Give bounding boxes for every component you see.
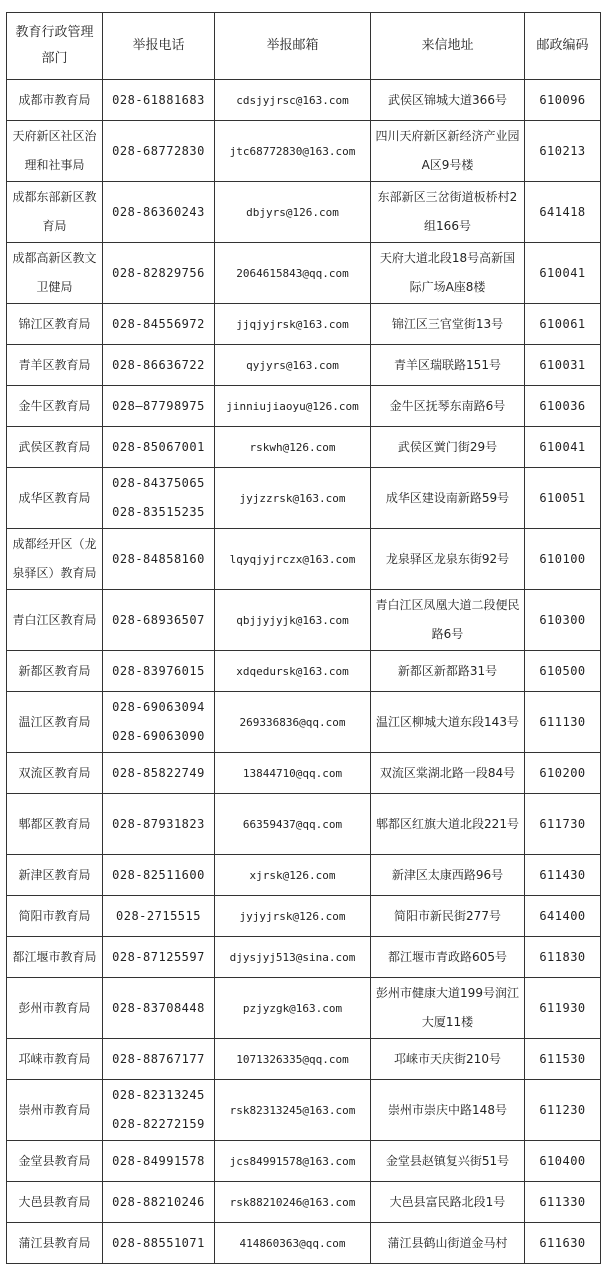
postcode-cell: 610213 <box>525 121 601 182</box>
header-address: 来信地址 <box>371 13 525 80</box>
email-cell: lqyqjyjrczx@163.com <box>215 529 371 590</box>
phone-cell: 028-85067001 <box>103 427 215 468</box>
dept-cell: 温江区教育局 <box>7 692 103 753</box>
table-row <box>7 243 601 304</box>
phone-cell: 028-83708448 <box>103 978 215 1039</box>
email-cell: jcs84991578@163.com <box>215 1141 371 1182</box>
table-row <box>7 121 601 182</box>
phone-cell: 028-84858160 <box>103 529 215 590</box>
postcode-cell: 610036 <box>525 386 601 427</box>
dept-cell: 金堂县教育局 <box>7 1141 103 1182</box>
phone-cell: 028-86360243 <box>103 182 215 243</box>
address-cell: 武侯区锦城大道366号 <box>371 80 525 121</box>
address-cell: 龙泉驿区龙泉东街92号 <box>371 529 525 590</box>
postcode-cell: 611730 <box>525 794 601 855</box>
phone-cell: 028-86636722 <box>103 345 215 386</box>
phone-cell: 028-82313245 028-82272159 <box>103 1080 215 1141</box>
table-row <box>7 1039 601 1080</box>
postcode-cell: 610041 <box>525 243 601 304</box>
dept-cell: 成都东部新区教育局 <box>7 182 103 243</box>
dept-cell: 蒲江县教育局 <box>7 1223 103 1264</box>
address-cell: 锦江区三官堂街13号 <box>371 304 525 345</box>
phone-cell: 028-82511600 <box>103 855 215 896</box>
address-cell: 都江堰市青政路605号 <box>371 937 525 978</box>
address-cell: 大邑县富民路北段1号 <box>371 1182 525 1223</box>
phone-cell: 028-2715515 <box>103 896 215 937</box>
dept-cell: 金牛区教育局 <box>7 386 103 427</box>
phone-cell: 028-88210246 <box>103 1182 215 1223</box>
email-cell: pzjyzgk@163.com <box>215 978 371 1039</box>
table-row <box>7 304 601 345</box>
phone-cell: 028-84991578 <box>103 1141 215 1182</box>
address-cell: 金牛区抚琴东南路6号 <box>371 386 525 427</box>
address-cell: 武侯区黉门街29号 <box>371 427 525 468</box>
address-cell: 温江区柳城大道东段143号 <box>371 692 525 753</box>
email-cell: jtc68772830@163.com <box>215 121 371 182</box>
address-cell: 青白江区凤凰大道二段便民路6号 <box>371 590 525 651</box>
phone-cell: 028-68936507 <box>103 590 215 651</box>
report-contacts-table <box>6 12 601 1264</box>
address-cell: 新津区太康西路96号 <box>371 855 525 896</box>
postcode-cell: 610041 <box>525 427 601 468</box>
postcode-cell: 611430 <box>525 855 601 896</box>
header-row <box>7 13 601 80</box>
table-row <box>7 753 601 794</box>
email-cell: jyjyjrsk@126.com <box>215 896 371 937</box>
address-cell: 青羊区瑞联路151号 <box>371 345 525 386</box>
dept-cell: 青羊区教育局 <box>7 345 103 386</box>
email-cell: rsk88210246@163.com <box>215 1182 371 1223</box>
dept-cell: 天府新区社区治理和社事局 <box>7 121 103 182</box>
table-row <box>7 896 601 937</box>
address-cell: 双流区棠湖北路一段84号 <box>371 753 525 794</box>
table-row <box>7 345 601 386</box>
postcode-cell: 611230 <box>525 1080 601 1141</box>
email-cell: 2064615843@qq.com <box>215 243 371 304</box>
email-cell: 1071326335@qq.com <box>215 1039 371 1080</box>
header-dept: 教育行政管理部门 <box>7 13 103 80</box>
postcode-cell: 611530 <box>525 1039 601 1080</box>
phone-cell: 028—87798975 <box>103 386 215 427</box>
phone-cell: 028-87931823 <box>103 794 215 855</box>
table-row <box>7 1141 601 1182</box>
postcode-cell: 610061 <box>525 304 601 345</box>
email-cell: qyjyrs@163.com <box>215 345 371 386</box>
postcode-cell: 610096 <box>525 80 601 121</box>
postcode-cell: 641418 <box>525 182 601 243</box>
dept-cell: 新都区教育局 <box>7 651 103 692</box>
table-row <box>7 80 601 121</box>
email-cell: 13844710@qq.com <box>215 753 371 794</box>
phone-cell: 028-68772830 <box>103 121 215 182</box>
postcode-cell: 610500 <box>525 651 601 692</box>
postcode-cell: 611830 <box>525 937 601 978</box>
phone-cell: 028-61881683 <box>103 80 215 121</box>
postcode-cell: 611130 <box>525 692 601 753</box>
address-cell: 四川天府新区新经济产业园A区9号楼 <box>371 121 525 182</box>
postcode-cell: 610400 <box>525 1141 601 1182</box>
phone-cell: 028-87125597 <box>103 937 215 978</box>
phone-cell: 028-84375065 028-83515235 <box>103 468 215 529</box>
table-row <box>7 1080 601 1141</box>
postcode-cell: 610200 <box>525 753 601 794</box>
dept-cell: 邛崃市教育局 <box>7 1039 103 1080</box>
table-row <box>7 529 601 590</box>
address-cell: 成华区建设南新路59号 <box>371 468 525 529</box>
address-cell: 崇州市崇庆中路148号 <box>371 1080 525 1141</box>
dept-cell: 彭州市教育局 <box>7 978 103 1039</box>
postcode-cell: 610300 <box>525 590 601 651</box>
address-cell: 彭州市健康大道199号润江大厦11楼 <box>371 978 525 1039</box>
dept-cell: 青白江区教育局 <box>7 590 103 651</box>
table-row <box>7 427 601 468</box>
table-row <box>7 182 601 243</box>
email-cell: djysjyj513@sina.com <box>215 937 371 978</box>
email-cell: 269336836@qq.com <box>215 692 371 753</box>
table-row <box>7 651 601 692</box>
postcode-cell: 611930 <box>525 978 601 1039</box>
dept-cell: 成都高新区教文卫健局 <box>7 243 103 304</box>
email-cell: xjrsk@126.com <box>215 855 371 896</box>
phone-cell: 028-84556972 <box>103 304 215 345</box>
dept-cell: 成都市教育局 <box>7 80 103 121</box>
table-row <box>7 1182 601 1223</box>
table-row <box>7 692 601 753</box>
email-cell: jinniujiaoyu@126.com <box>215 386 371 427</box>
address-cell: 郫都区红旗大道北段221号 <box>371 794 525 855</box>
postcode-cell: 610031 <box>525 345 601 386</box>
address-cell: 蒲江县鹤山街道金马村 <box>371 1223 525 1264</box>
table-row <box>7 590 601 651</box>
dept-cell: 新津区教育局 <box>7 855 103 896</box>
email-cell: dbjyrs@126.com <box>215 182 371 243</box>
address-cell: 新都区新都路31号 <box>371 651 525 692</box>
dept-cell: 武侯区教育局 <box>7 427 103 468</box>
dept-cell: 崇州市教育局 <box>7 1080 103 1141</box>
phone-cell: 028-82829756 <box>103 243 215 304</box>
dept-cell: 简阳市教育局 <box>7 896 103 937</box>
table-row <box>7 1223 601 1264</box>
table-row <box>7 937 601 978</box>
table-row <box>7 794 601 855</box>
address-cell: 金堂县赵镇复兴街51号 <box>371 1141 525 1182</box>
email-cell: jyjzzrsk@163.com <box>215 468 371 529</box>
email-cell: rsk82313245@163.com <box>215 1080 371 1141</box>
dept-cell: 成华区教育局 <box>7 468 103 529</box>
phone-cell: 028-88551071 <box>103 1223 215 1264</box>
email-cell: 414860363@qq.com <box>215 1223 371 1264</box>
table-row <box>7 855 601 896</box>
postcode-cell: 611630 <box>525 1223 601 1264</box>
header-phone: 举报电话 <box>103 13 215 80</box>
header-postcode: 邮政编码 <box>525 13 601 80</box>
email-cell: xdqedursk@163.com <box>215 651 371 692</box>
address-cell: 邛崃市天庆街210号 <box>371 1039 525 1080</box>
email-cell: rskwh@126.com <box>215 427 371 468</box>
email-cell: 66359437@qq.com <box>215 794 371 855</box>
email-cell: cdsjyjrsc@163.com <box>215 80 371 121</box>
phone-cell: 028-83976015 <box>103 651 215 692</box>
header-email: 举报邮箱 <box>215 13 371 80</box>
address-cell: 东部新区三岔街道板桥村2组166号 <box>371 182 525 243</box>
phone-cell: 028-85822749 <box>103 753 215 794</box>
table-row <box>7 386 601 427</box>
dept-cell: 锦江区教育局 <box>7 304 103 345</box>
address-cell: 简阳市新民街277号 <box>371 896 525 937</box>
table-row <box>7 468 601 529</box>
dept-cell: 都江堰市教育局 <box>7 937 103 978</box>
phone-cell: 028-69063094 028-69063090 <box>103 692 215 753</box>
dept-cell: 郫都区教育局 <box>7 794 103 855</box>
dept-cell: 成都经开区（龙泉驿区）教育局 <box>7 529 103 590</box>
table-row <box>7 978 601 1039</box>
postcode-cell: 610100 <box>525 529 601 590</box>
email-cell: jjqjyjrsk@163.com <box>215 304 371 345</box>
postcode-cell: 610051 <box>525 468 601 529</box>
email-cell: qbjjyjyjk@163.com <box>215 590 371 651</box>
dept-cell: 双流区教育局 <box>7 753 103 794</box>
dept-cell: 大邑县教育局 <box>7 1182 103 1223</box>
postcode-cell: 611330 <box>525 1182 601 1223</box>
phone-cell: 028-88767177 <box>103 1039 215 1080</box>
address-cell: 天府大道北段18号高新国际广场A座8楼 <box>371 243 525 304</box>
postcode-cell: 641400 <box>525 896 601 937</box>
